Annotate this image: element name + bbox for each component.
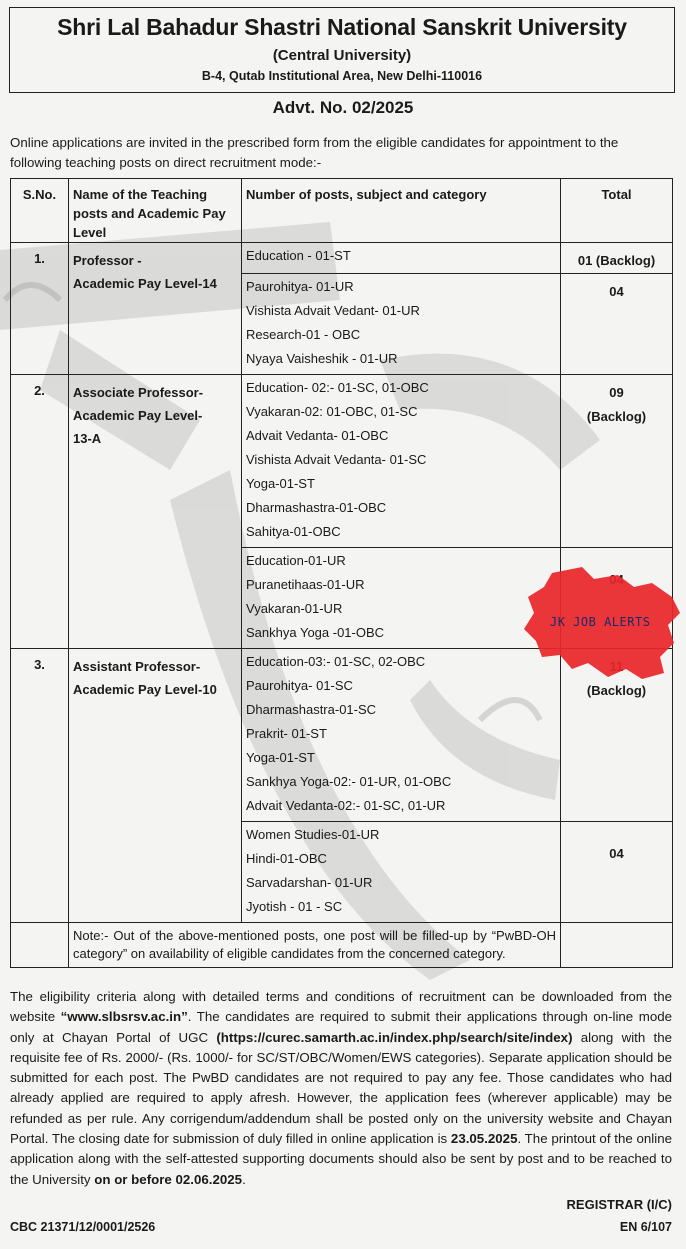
- group-total: [561, 243, 673, 274]
- university-address: B-4, Qutab Institutional Area, New Delhi-110016: [201, 69, 483, 83]
- subject-item: Education- 02:- 01-SC, 01-OBC: [246, 380, 429, 395]
- total-note: (Backlog): [586, 409, 647, 424]
- note-spacer: [11, 923, 69, 968]
- subject-item: Nyaya Vaisheshik - 01-UR: [246, 351, 398, 366]
- subject-group: [242, 375, 561, 548]
- subject-item: Vishista Advait Vedanta- 01-SC: [246, 452, 427, 467]
- subject-item: Education - 01-ST: [246, 248, 351, 263]
- row-sno: 3.: [11, 649, 69, 923]
- postal-deadline: on or before 02.06.2025: [94, 1171, 243, 1187]
- jk-badge-text: JK JOB ALERTS: [550, 615, 651, 629]
- portal-link[interactable]: (https://curec.samarth.ac.in/index.php/search/site/index): [216, 1029, 573, 1045]
- subject-item: Yoga-01-ST: [246, 750, 315, 765]
- row-sno: 2.: [11, 375, 69, 649]
- total-value: 04: [609, 284, 624, 299]
- table-header-row: [11, 179, 673, 243]
- total-value: 04: [609, 846, 624, 861]
- subject-group: [242, 649, 561, 822]
- intro-paragraph: Online applications are invited in the prescribed form from the eligible candidates for appointment to the following teaching posts on direct recruitment mode:-: [10, 135, 619, 170]
- subject-item: Vishista Advait Vedant- 01-UR: [246, 303, 420, 318]
- total-value: 09: [609, 385, 624, 400]
- registrar-signature: REGISTRAR (I/C): [566, 1197, 672, 1212]
- cbc-number: CBC 21371/12/0001/2526: [10, 1220, 156, 1234]
- note-row: [11, 923, 673, 968]
- university-header: [9, 7, 675, 93]
- subject-item: Puranetihaas-01-UR: [246, 577, 365, 592]
- subject-item: Sankhya Yoga-02:- 01-UR, 01-OBC: [246, 774, 452, 789]
- pwbd-note: Note:- Out of the above-mentioned posts, one post will be filled-up by “PwBD-OH category” on availability of eligible candidates from the concerned category.: [69, 923, 561, 968]
- subject-item: Sankhya Yoga -01-OBC: [246, 625, 385, 640]
- post-name-line: Academic Pay Level-10: [73, 682, 217, 697]
- subject-group: [242, 822, 561, 923]
- terms-text: . The candidates are required to submit their applications through on-line mode only at Chayan Portal of UGC: [10, 1009, 673, 1045]
- subject-item: Paurohitya- 01-SC: [246, 678, 353, 693]
- header-subjects: Number of posts, subject and category: [242, 179, 561, 243]
- group-total: [561, 274, 673, 375]
- group-total: [561, 822, 673, 923]
- post-name-line: Academic Pay Level-: [73, 408, 203, 423]
- subject-item: Women Studies-01-UR: [246, 827, 380, 842]
- subject-group: [242, 243, 561, 274]
- subject-item: Vyakaran-01-UR: [246, 601, 343, 616]
- terms-paragraph: [10, 987, 672, 1190]
- subject-item: Education-03:- 01-SC, 02-OBC: [246, 654, 426, 669]
- group-total: [561, 375, 673, 548]
- table-row: [11, 375, 673, 548]
- subject-item: Dharmashastra-01-OBC: [246, 500, 387, 515]
- subject-item: Advait Vedanta- 01-OBC: [246, 428, 389, 443]
- row-sno: 1.: [11, 243, 69, 375]
- post-name-line: Professor -: [73, 253, 142, 268]
- header-sno: S.No.: [11, 179, 69, 243]
- website-link[interactable]: “www.slbsrsv.ac.in”: [60, 1009, 188, 1025]
- subject-item: Sarvadarshan- 01-UR: [246, 875, 373, 890]
- subject-item: Education-01-UR: [246, 553, 346, 568]
- subject-item: Hindi-01-OBC: [246, 851, 327, 866]
- note-spacer: [561, 923, 673, 968]
- row-post-name: [69, 375, 242, 649]
- row-post-name: [69, 649, 242, 923]
- subject-item: Jyotish - 01 - SC: [246, 899, 343, 914]
- table-row: [11, 243, 673, 274]
- terms-text: The eligibility criteria along with detailed terms and conditions of recruitment can be downloaded from the website: [10, 989, 672, 1025]
- post-name-line: Associate Professor-: [73, 385, 204, 400]
- subject-item: Prakrit- 01-ST: [246, 726, 327, 741]
- subject-group: [242, 548, 561, 649]
- row-post-name: [69, 243, 242, 375]
- university-subtitle: (Central University): [272, 47, 412, 64]
- total-note: (Backlog): [586, 683, 647, 698]
- total-value: 01 (Backlog): [577, 253, 656, 268]
- advertisement-number: Advt. No. 02/2025: [272, 98, 414, 117]
- subject-item: Advait Vedanta-02:- 01-SC, 01-UR: [246, 798, 446, 813]
- university-name: Shri Lal Bahadur Shastri National Sanskrit University: [57, 14, 627, 40]
- subject-item: Dharmashastra-01-SC: [246, 702, 377, 717]
- header-total: Total: [561, 179, 673, 243]
- subject-item: Research-01 - OBC: [246, 327, 361, 342]
- header-post-name: Name of the Teaching posts and Academic Pay Level: [69, 179, 242, 243]
- en-number: EN 6/107: [619, 1220, 672, 1234]
- subject-item: Sahitya-01-OBC: [246, 524, 341, 539]
- terms-text: along with the requisite fee of Rs. 2000/- (Rs. 1000/- for SC/ST/OBC/Women/EWS categories). Separate application should be submitted for each post. The PwBD candidates are not required to pay any fee. Those candidates who had already applied are required to apply afresh. However, the application fees (wherever applicable) may be refunded as per rule. Any corrigendum/addendum shall be posted only on the university website and Chayan Portal. The closing date for submission of duly filled in online application is: [10, 1029, 673, 1147]
- terms-text: . The printout of the online application along with the self-attested supporting documents should also be sent by post and to be reached to the University: [10, 1131, 672, 1187]
- post-name-line: 13-A: [73, 431, 102, 446]
- subject-item: Paurohitya- 01-UR: [246, 279, 354, 294]
- subject-item: Yoga-01-ST: [246, 476, 315, 491]
- subject-item: Vyakaran-02: 01-OBC, 01-SC: [246, 404, 418, 419]
- subject-group: [242, 274, 561, 375]
- terms-text: .: [242, 1171, 246, 1187]
- post-name-line: Assistant Professor-: [73, 659, 201, 674]
- closing-date: 23.05.2025: [450, 1131, 518, 1147]
- post-name-line: Academic Pay Level-14: [73, 276, 217, 291]
